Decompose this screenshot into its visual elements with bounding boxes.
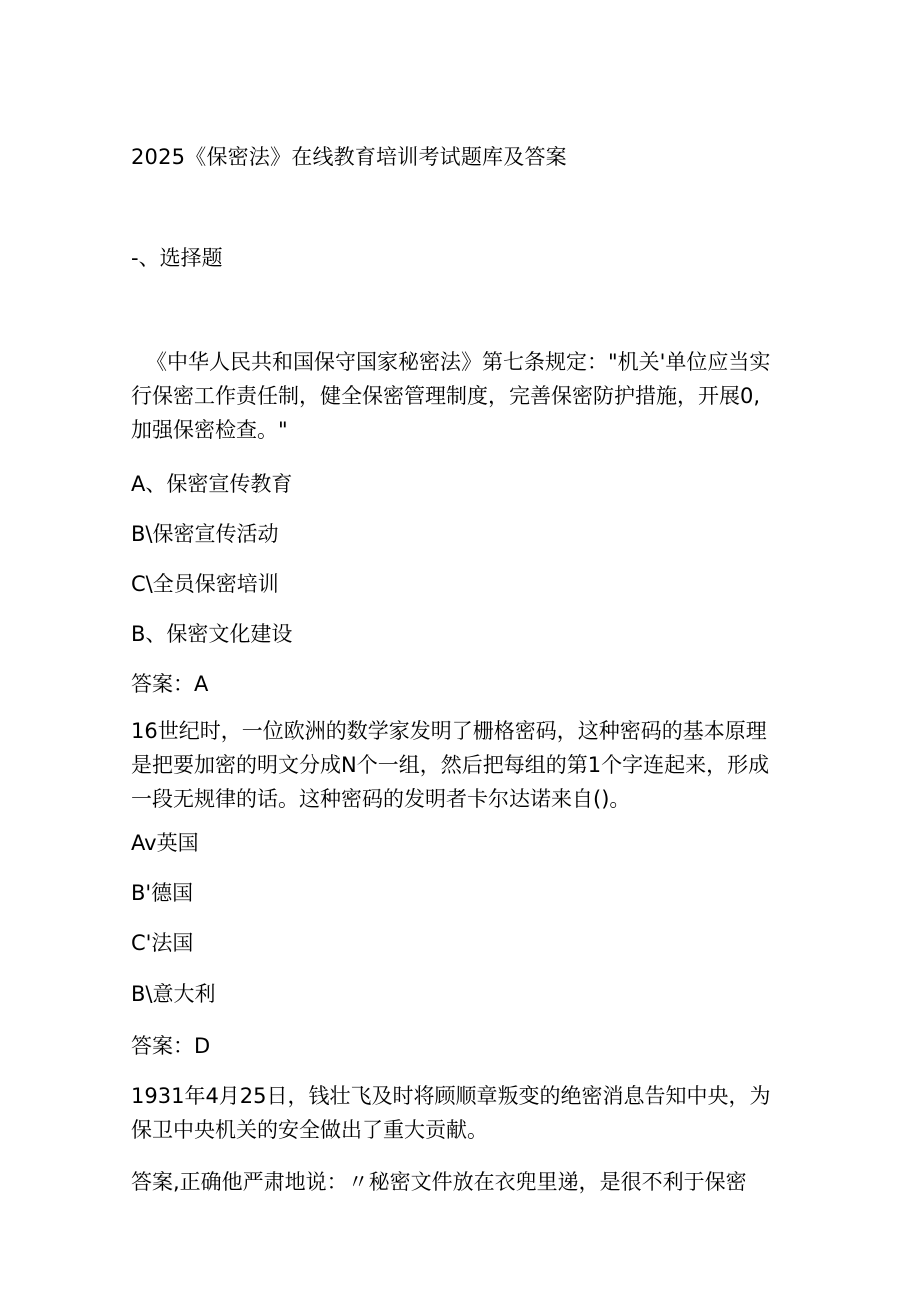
question-3-stem-line: 1931年4月25日，钱壮飞及时将顾顺章叛变的绝密消息告知中央，为	[131, 1084, 771, 1108]
question-1-option-d: B、保密文化建设	[131, 622, 293, 646]
question-2-stem	[131, 714, 791, 816]
question-3-stem-line: 保卫中央机关的安全做出了重大贡献。	[131, 1118, 488, 1142]
question-1-stem-line: 《中华人民共和国保守国家秘密法》第七条规定："机关'单位应当实	[146, 350, 771, 374]
section-heading: -、选择题	[131, 246, 223, 270]
question-1-stem	[146, 345, 806, 379]
question-1-option-a: A、保密宣传教育	[131, 472, 293, 496]
question-2-option-a: Av英国	[131, 831, 199, 855]
question-2-stem-line: 16世纪时，一位欧洲的数学家发明了栅格密码，这种密码的基本原理	[131, 719, 767, 743]
question-2-stem-line: 一段无规律的话。这种密码的发明者卡尔达诺来自()。	[131, 787, 631, 811]
question-1-stem-line: 行保密工作责任制，健全保密管理制度，完善保密防护措施，开展0,	[131, 384, 761, 408]
question-2-stem-line: 是把要加密的明文分成N个一组，然后把每组的第1个字连起来，形成	[131, 753, 770, 777]
question-1-option-c: C\全员保密培训	[131, 572, 279, 596]
question-1-option-b: B\保密宣传活动	[131, 522, 279, 546]
question-3-stem	[131, 1079, 791, 1147]
question-2-option-b: B'德国	[131, 881, 194, 905]
question-1-stem-line: 加强保密检查。"	[131, 418, 288, 442]
question-3-answer-line: 答案,正确他严肃地说：〃秘密文件放在衣兜里递，是很不利于保密	[131, 1170, 747, 1194]
question-1-answer: 答案：A	[131, 672, 209, 696]
document-title: 2025《保密法》在线教育培训考试题库及答案	[131, 145, 567, 169]
question-1-stem-cont	[131, 379, 791, 447]
question-2-answer: 答案：D	[131, 1034, 211, 1058]
question-2-option-d: B\意大利	[131, 982, 216, 1006]
question-2-option-c: C'法国	[131, 931, 194, 955]
